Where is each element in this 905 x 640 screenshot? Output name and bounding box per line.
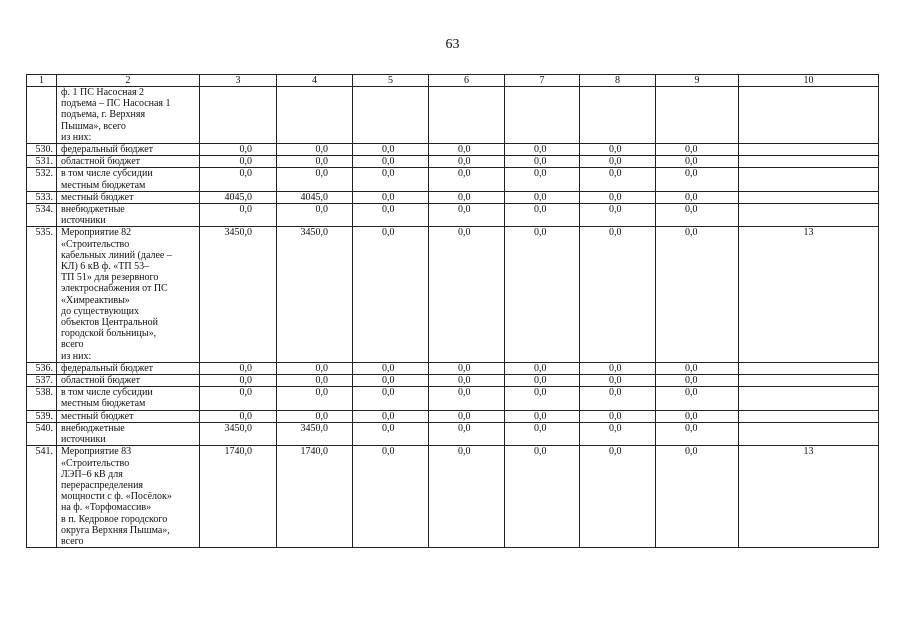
value-col-8: 0,0 bbox=[580, 227, 656, 362]
value-col-6: 0,0 bbox=[429, 422, 505, 445]
row-description: Мероприятие 82 «Строительство кабельных линий (далее – КЛ) 6 кВ ф. «ТП 53– ТП 51» для резервного электроснабжения от ПС «Химреактивы» до существующих объектов Центральной городской больницы», всего из них: bbox=[57, 227, 200, 362]
value-col-3: 0,0 bbox=[200, 362, 277, 374]
value-col-3: 0,0 bbox=[200, 168, 277, 191]
value-col-5: 0,0 bbox=[353, 375, 429, 387]
table-row bbox=[27, 227, 879, 362]
column-header: 5 bbox=[353, 75, 429, 87]
row-number: 540. bbox=[27, 422, 57, 445]
value-col-8: 0,0 bbox=[580, 387, 656, 410]
value-col-7: 0,0 bbox=[505, 191, 580, 203]
value-col-9: 0,0 bbox=[656, 422, 739, 445]
value-col-6: 0,0 bbox=[429, 204, 505, 227]
value-col-3: 4045,0 bbox=[200, 191, 277, 203]
value-col-6: 0,0 bbox=[429, 410, 505, 422]
column-header: 10 bbox=[739, 75, 879, 87]
value-col-7 bbox=[505, 87, 580, 144]
table-row bbox=[27, 375, 879, 387]
value-col-7: 0,0 bbox=[505, 204, 580, 227]
value-col-9: 0,0 bbox=[656, 227, 739, 362]
value-col-4: 4045,0 bbox=[277, 191, 353, 203]
row-number: 531. bbox=[27, 156, 57, 168]
value-col-10 bbox=[739, 422, 879, 445]
value-col-4: 1740,0 bbox=[277, 446, 353, 548]
value-col-3: 0,0 bbox=[200, 144, 277, 156]
value-col-10 bbox=[739, 410, 879, 422]
table-row bbox=[27, 410, 879, 422]
value-col-4: 0,0 bbox=[277, 375, 353, 387]
value-col-9: 0,0 bbox=[656, 387, 739, 410]
value-col-8: 0,0 bbox=[580, 191, 656, 203]
value-col-10 bbox=[739, 156, 879, 168]
row-description: Мероприятие 83 «Строительство ЛЭП–6 кВ для перераспределения мощности с ф. «Посёлок» на ф. «Торфомассив» в п. Кедровое городского округа Верхняя Пышма», всего bbox=[57, 446, 200, 548]
value-col-6: 0,0 bbox=[429, 191, 505, 203]
value-col-9 bbox=[656, 87, 739, 144]
value-col-3: 3450,0 bbox=[200, 422, 277, 445]
value-col-3: 0,0 bbox=[200, 387, 277, 410]
value-col-7: 0,0 bbox=[505, 446, 580, 548]
page-number: 63 bbox=[445, 37, 460, 52]
value-col-10: 13 bbox=[739, 446, 879, 548]
value-col-5: 0,0 bbox=[353, 446, 429, 548]
value-col-8 bbox=[580, 87, 656, 144]
value-col-3: 1740,0 bbox=[200, 446, 277, 548]
row-description: в том числе субсидии местным бюджетам bbox=[57, 387, 200, 410]
value-col-8: 0,0 bbox=[580, 422, 656, 445]
value-col-10: 13 bbox=[739, 227, 879, 362]
row-number: 532. bbox=[27, 168, 57, 191]
row-description: областной бюджет bbox=[57, 375, 200, 387]
value-col-9: 0,0 bbox=[656, 446, 739, 548]
value-col-4: 0,0 bbox=[277, 362, 353, 374]
value-col-4: 0,0 bbox=[277, 387, 353, 410]
value-col-9: 0,0 bbox=[656, 204, 739, 227]
value-col-10 bbox=[739, 204, 879, 227]
value-col-9: 0,0 bbox=[656, 144, 739, 156]
value-col-10 bbox=[739, 168, 879, 191]
value-col-9: 0,0 bbox=[656, 191, 739, 203]
value-col-6: 0,0 bbox=[429, 168, 505, 191]
table-row bbox=[27, 422, 879, 445]
row-number: 535. bbox=[27, 227, 57, 362]
value-col-9: 0,0 bbox=[656, 410, 739, 422]
table-row bbox=[27, 191, 879, 203]
value-col-6: 0,0 bbox=[429, 362, 505, 374]
row-number: 539. bbox=[27, 410, 57, 422]
budget-table bbox=[26, 74, 879, 548]
value-col-9: 0,0 bbox=[656, 168, 739, 191]
column-header: 6 bbox=[429, 75, 505, 87]
value-col-5: 0,0 bbox=[353, 422, 429, 445]
value-col-8: 0,0 bbox=[580, 446, 656, 548]
table-header-row bbox=[27, 75, 879, 87]
row-number: 533. bbox=[27, 191, 57, 203]
value-col-10 bbox=[739, 362, 879, 374]
value-col-3: 3450,0 bbox=[200, 227, 277, 362]
value-col-10 bbox=[739, 387, 879, 410]
value-col-4: 0,0 bbox=[277, 204, 353, 227]
value-col-6: 0,0 bbox=[429, 144, 505, 156]
value-col-4: 3450,0 bbox=[277, 422, 353, 445]
value-col-9: 0,0 bbox=[656, 156, 739, 168]
row-number: 530. bbox=[27, 144, 57, 156]
row-number bbox=[27, 87, 57, 144]
value-col-5: 0,0 bbox=[353, 156, 429, 168]
value-col-7: 0,0 bbox=[505, 362, 580, 374]
value-col-7: 0,0 bbox=[505, 168, 580, 191]
value-col-7: 0,0 bbox=[505, 144, 580, 156]
value-col-8: 0,0 bbox=[580, 362, 656, 374]
value-col-6: 0,0 bbox=[429, 156, 505, 168]
value-col-7: 0,0 bbox=[505, 422, 580, 445]
value-col-3 bbox=[200, 87, 277, 144]
row-description: федеральный бюджет bbox=[57, 144, 200, 156]
value-col-3: 0,0 bbox=[200, 204, 277, 227]
value-col-5: 0,0 bbox=[353, 227, 429, 362]
value-col-4 bbox=[277, 87, 353, 144]
value-col-5: 0,0 bbox=[353, 387, 429, 410]
row-number: 536. bbox=[27, 362, 57, 374]
value-col-7: 0,0 bbox=[505, 227, 580, 362]
value-col-4: 0,0 bbox=[277, 410, 353, 422]
column-header: 3 bbox=[200, 75, 277, 87]
value-col-8: 0,0 bbox=[580, 375, 656, 387]
row-number: 538. bbox=[27, 387, 57, 410]
value-col-7: 0,0 bbox=[505, 156, 580, 168]
value-col-3: 0,0 bbox=[200, 156, 277, 168]
value-col-8: 0,0 bbox=[580, 410, 656, 422]
row-number: 534. bbox=[27, 204, 57, 227]
value-col-8: 0,0 bbox=[580, 156, 656, 168]
value-col-3: 0,0 bbox=[200, 410, 277, 422]
row-number: 537. bbox=[27, 375, 57, 387]
column-header: 9 bbox=[656, 75, 739, 87]
value-col-5: 0,0 bbox=[353, 362, 429, 374]
value-col-6: 0,0 bbox=[429, 227, 505, 362]
value-col-7: 0,0 bbox=[505, 387, 580, 410]
row-description: в том числе субсидии местным бюджетам bbox=[57, 168, 200, 191]
value-col-10 bbox=[739, 87, 879, 144]
value-col-8: 0,0 bbox=[580, 144, 656, 156]
column-header: 8 bbox=[580, 75, 656, 87]
table-body bbox=[27, 87, 879, 548]
row-description: областной бюджет bbox=[57, 156, 200, 168]
value-col-4: 0,0 bbox=[277, 156, 353, 168]
value-col-5: 0,0 bbox=[353, 204, 429, 227]
row-number: 541. bbox=[27, 446, 57, 548]
value-col-8: 0,0 bbox=[580, 204, 656, 227]
value-col-4: 0,0 bbox=[277, 168, 353, 191]
value-col-8: 0,0 bbox=[580, 168, 656, 191]
table-row bbox=[27, 204, 879, 227]
table-row bbox=[27, 168, 879, 191]
row-description: местный бюджет bbox=[57, 410, 200, 422]
value-col-6: 0,0 bbox=[429, 375, 505, 387]
value-col-5: 0,0 bbox=[353, 191, 429, 203]
value-col-7: 0,0 bbox=[505, 410, 580, 422]
value-col-9: 0,0 bbox=[656, 362, 739, 374]
column-header: 4 bbox=[277, 75, 353, 87]
value-col-3: 0,0 bbox=[200, 375, 277, 387]
value-col-10 bbox=[739, 191, 879, 203]
value-col-10 bbox=[739, 144, 879, 156]
table-row bbox=[27, 144, 879, 156]
value-col-4: 0,0 bbox=[277, 144, 353, 156]
row-description: внебюджетные источники bbox=[57, 422, 200, 445]
value-col-10 bbox=[739, 375, 879, 387]
row-description: внебюджетные источники bbox=[57, 204, 200, 227]
row-description: местный бюджет bbox=[57, 191, 200, 203]
table-row bbox=[27, 387, 879, 410]
table-row bbox=[27, 446, 879, 548]
value-col-5: 0,0 bbox=[353, 410, 429, 422]
value-col-6 bbox=[429, 87, 505, 144]
value-col-5: 0,0 bbox=[353, 168, 429, 191]
row-description: федеральный бюджет bbox=[57, 362, 200, 374]
table-row bbox=[27, 156, 879, 168]
row-description: ф. 1 ПС Насосная 2 подъема – ПС Насосная 1 подъема, г. Верхняя Пышма», всего из них: bbox=[57, 87, 200, 144]
value-col-7: 0,0 bbox=[505, 375, 580, 387]
value-col-9: 0,0 bbox=[656, 375, 739, 387]
value-col-6: 0,0 bbox=[429, 446, 505, 548]
column-header: 2 bbox=[57, 75, 200, 87]
value-col-4: 3450,0 bbox=[277, 227, 353, 362]
value-col-5 bbox=[353, 87, 429, 144]
column-header: 1 bbox=[27, 75, 57, 87]
column-header: 7 bbox=[505, 75, 580, 87]
table-row bbox=[27, 362, 879, 374]
table-row bbox=[27, 87, 879, 144]
value-col-5: 0,0 bbox=[353, 144, 429, 156]
value-col-6: 0,0 bbox=[429, 387, 505, 410]
